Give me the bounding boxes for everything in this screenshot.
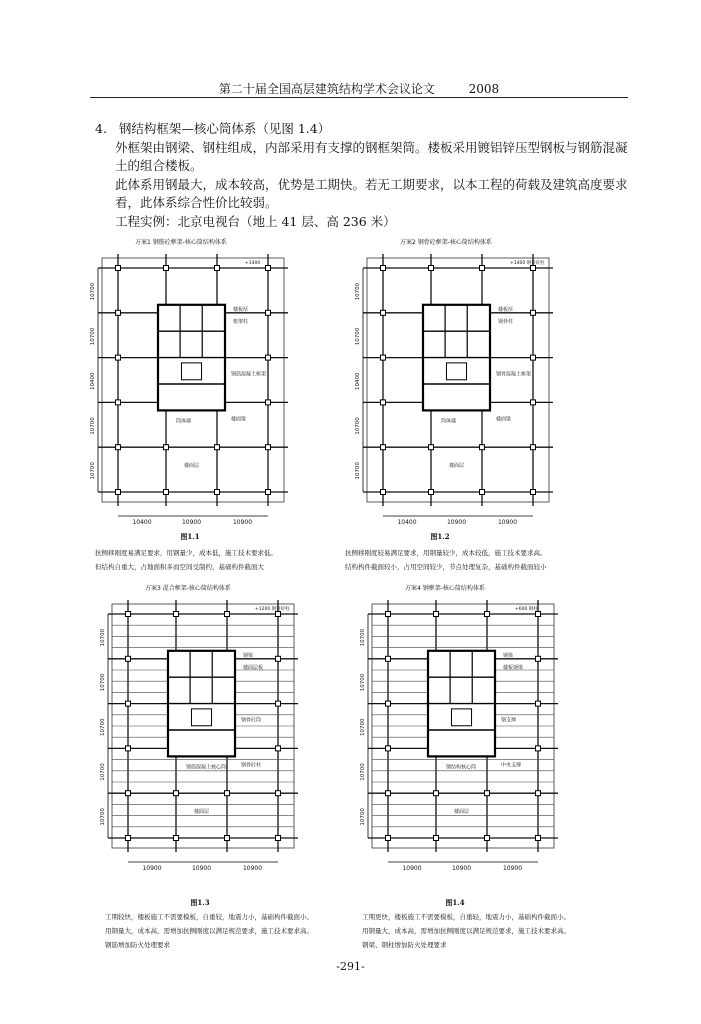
figure-2-note-1: 抗侧移刚度较易满足要求，用钢量较少，成本较低，施工技术要求高。 xyxy=(345,549,547,557)
plan-label: 楼面层 xyxy=(194,809,210,816)
dimension-label: 10900 xyxy=(242,865,263,872)
plan-label: 钢骨砼柱 xyxy=(241,762,262,769)
column xyxy=(434,836,439,841)
dimension-label: 10900 xyxy=(502,865,523,872)
dimension-label: 10700 xyxy=(360,628,366,647)
dimension-label: 10700 xyxy=(360,763,366,781)
plan-label: 钢梁 xyxy=(243,652,254,659)
column xyxy=(536,746,541,751)
floor-plan-drawing xyxy=(90,582,340,874)
dimension-label: 10700 xyxy=(100,673,106,692)
dimension-label: 10700 xyxy=(100,763,106,781)
column xyxy=(386,656,391,661)
figure-2-caption: 图1.2 xyxy=(430,532,450,541)
column xyxy=(116,400,121,405)
plan-label: 钢筋混凝土框架 xyxy=(231,371,267,378)
column xyxy=(174,791,179,796)
column xyxy=(531,355,536,360)
plan-label: +1400 xyxy=(245,261,261,266)
figure-title: 方案4 钢框架-核心筒结构体系 xyxy=(405,585,485,592)
figure-1 xyxy=(80,236,330,528)
floor-plan-drawing xyxy=(350,582,600,874)
column xyxy=(381,266,386,271)
plan-label: 钢骨混凝土框架 xyxy=(496,371,532,378)
column xyxy=(386,836,391,841)
column xyxy=(531,400,536,405)
plan-label: 钢骨砼筒 xyxy=(241,717,262,724)
dimension-label: 10700 xyxy=(90,417,96,435)
column xyxy=(381,400,386,405)
dimension-label: 10700 xyxy=(355,282,361,301)
column xyxy=(266,400,271,405)
dimension-label: 10900 xyxy=(402,865,422,872)
column xyxy=(215,445,220,450)
column xyxy=(276,656,281,661)
header-rule xyxy=(90,97,628,98)
plan-label: 框架柱 xyxy=(233,318,249,325)
figure-4-note-3: 钢梁、钢柱增加防火处理要求 xyxy=(362,941,447,949)
column xyxy=(381,355,386,360)
column xyxy=(116,355,121,360)
dimension-label: 10700 xyxy=(360,718,366,736)
column xyxy=(386,791,391,796)
column xyxy=(266,355,271,360)
column xyxy=(429,490,434,495)
section-heading xyxy=(95,120,655,139)
plan-label: 楼面梁 xyxy=(496,416,512,423)
column xyxy=(174,612,179,617)
section-body xyxy=(95,120,655,231)
plan-label: 楼面层 xyxy=(449,463,465,470)
floor-plan-drawing xyxy=(80,236,330,528)
plan-label: 钢支撑 xyxy=(501,717,517,724)
dimension-label: 10400 xyxy=(397,519,417,526)
figure-4 xyxy=(350,582,600,874)
column xyxy=(276,791,281,796)
paragraph-line: 土的组合楼板。 xyxy=(115,158,203,173)
figure-3-caption: 图1.3 xyxy=(190,898,210,907)
column xyxy=(215,490,220,495)
column xyxy=(531,310,536,315)
column xyxy=(531,445,536,450)
column xyxy=(266,445,271,450)
figure-3-note-1: 工期较快，楼板施工不需要模板，自重较，地震力小，基础构件截面小。 xyxy=(105,913,313,921)
column xyxy=(536,656,541,661)
column xyxy=(536,791,541,796)
column xyxy=(386,701,391,706)
dimension-label: 10700 xyxy=(100,808,106,826)
dimension-label: 10700 xyxy=(355,327,361,346)
plan-label: +1400 钢骨砼柱 xyxy=(510,261,545,266)
column xyxy=(485,791,490,796)
column xyxy=(485,612,490,617)
column xyxy=(116,490,121,495)
column xyxy=(480,266,485,271)
dimension-label: 10700 xyxy=(355,462,361,480)
column xyxy=(126,701,131,706)
figure-4-note-2: 用钢量大，成本高，需增加抗侧刚度以满足规范要求，施工技术要求高。 xyxy=(362,927,570,935)
column xyxy=(434,791,439,796)
column xyxy=(266,310,271,315)
figure-3-note-2: 用钢量大，成本高，需增加抗侧刚度以满足规范要求，施工技术要求高。 xyxy=(105,927,313,935)
plan-label: 楼面梁 xyxy=(231,416,247,423)
column xyxy=(276,612,281,617)
dimension-label: 10700 xyxy=(90,282,96,301)
plan-label: 楼面层 xyxy=(454,809,470,816)
column xyxy=(126,612,131,617)
column xyxy=(266,266,271,271)
plan-label: 楼面层板 xyxy=(243,664,264,671)
column xyxy=(164,490,169,495)
section-number: 4. xyxy=(95,121,107,136)
figure-2 xyxy=(345,236,595,528)
column xyxy=(266,490,271,495)
column xyxy=(536,612,541,617)
column xyxy=(164,445,169,450)
column xyxy=(126,656,131,661)
dimension-label: 10700 xyxy=(90,327,96,346)
column xyxy=(164,266,169,271)
column xyxy=(386,612,391,617)
column xyxy=(480,445,485,450)
dimension-label: 10400 xyxy=(90,372,96,390)
header-year: 2008 xyxy=(468,82,500,96)
floor-plan-drawing xyxy=(345,236,595,528)
column xyxy=(276,836,281,841)
plan-label: 中央支撑 xyxy=(501,762,522,769)
column xyxy=(126,836,131,841)
figure-3-note-3: 钢筋增加防火处理要求 xyxy=(105,941,170,949)
figure-title: 方案1 钢筋砼框架-核心筒结构体系 xyxy=(135,239,227,246)
column xyxy=(480,490,485,495)
figure-1-note-1: 抗侧移刚度易满足要求，用钢量少，成本低，施工技术要求低。 xyxy=(95,549,277,557)
column xyxy=(429,266,434,271)
column xyxy=(225,836,230,841)
paragraph-line: 此体系用钢最大，成本较高，优势是工期快。若无工期要求，以本工程的荷载及建筑高度要求 xyxy=(115,176,628,192)
column xyxy=(116,310,121,315)
plan-label: 楼板厚 xyxy=(233,306,249,313)
plan-label: 钢梁 xyxy=(503,652,514,659)
plan-label: 钢结构核心筒 xyxy=(446,764,477,771)
column xyxy=(434,612,439,617)
column xyxy=(276,746,281,751)
column xyxy=(126,791,131,796)
column xyxy=(531,490,536,495)
dimension-label: 10400 xyxy=(355,372,361,390)
figure-1-note-2: 但结构自重大，占地面积多而空间受制约，基础构件截面大 xyxy=(95,563,264,571)
column xyxy=(485,836,490,841)
paragraph-line: 外框架由钢梁、钢柱组成，内部采用有支撑的钢框架筒。楼板采用镀铝锌压型钢板与钢筋混凝 xyxy=(115,139,628,155)
column xyxy=(381,310,386,315)
dimension-label: 10400 xyxy=(132,519,152,526)
column xyxy=(225,791,230,796)
plan-label: 楼面层 xyxy=(184,463,200,470)
dimension-label: 10700 xyxy=(100,628,106,647)
plan-label: 筒体墙 xyxy=(441,418,457,425)
column xyxy=(429,445,434,450)
section-title: 钢结构框架—核心筒体系（见图 1.4） xyxy=(118,121,331,136)
dimension-label: 10700 xyxy=(100,718,106,736)
dimension-label: 10700 xyxy=(90,462,96,480)
plan-label: +600 钢柱 xyxy=(515,607,538,612)
figure-title: 方案3 混合框架-核心筒结构体系 xyxy=(145,585,231,592)
page-header xyxy=(90,80,628,96)
column xyxy=(174,836,179,841)
dimension-label: 10900 xyxy=(232,519,253,526)
dimension-label: 10900 xyxy=(191,865,212,872)
column xyxy=(381,445,386,450)
page-number: -291- xyxy=(336,960,365,973)
column xyxy=(225,612,230,617)
column xyxy=(276,701,281,706)
plan-label: 筒体墙 xyxy=(176,418,192,425)
plan-label: 楼板钢梁 xyxy=(503,664,524,671)
paragraph-line: 工程实例：北京电视台（地上 41 层、高 236 米） xyxy=(115,213,396,229)
dimension-label: 10700 xyxy=(355,417,361,435)
dimension-label: 10900 xyxy=(181,519,202,526)
figure-4-caption: 图1.4 xyxy=(445,898,465,907)
column xyxy=(386,746,391,751)
figure-4-note-1: 工期更快，楼板施工不需要模板，自重轻，地震力小，基础构件截面小。 xyxy=(362,913,570,921)
dimension-label: 10900 xyxy=(446,519,467,526)
plan-label: 钢筋混凝土核心筒 xyxy=(186,764,227,771)
column xyxy=(536,701,541,706)
column xyxy=(215,266,220,271)
paragraph-line: 看，此体系综合性价比较弱。 xyxy=(115,195,278,210)
figure-title: 方案2 钢骨砼框架-核心筒结构体系 xyxy=(400,239,492,246)
dimension-label: 10700 xyxy=(360,673,366,692)
dimension-label: 10700 xyxy=(360,808,366,826)
column xyxy=(126,746,131,751)
column xyxy=(116,445,121,450)
figure-2-note-2: 结构构件截面较小，占用空间较少，节点处理复杂，基础构件截面较小 xyxy=(345,563,547,571)
column xyxy=(381,490,386,495)
dimension-label: 10900 xyxy=(142,865,162,872)
column xyxy=(536,836,541,841)
figure-1-caption: 图1.1 xyxy=(180,532,200,541)
header-title: 第二十届全国高层建筑结构学术会议论文 xyxy=(218,82,435,96)
plan-label: +1200 钢骨砼柱 xyxy=(255,607,290,612)
dimension-label: 10900 xyxy=(451,865,472,872)
column xyxy=(531,266,536,271)
dimension-label: 10900 xyxy=(497,519,518,526)
plan-label: 钢骨柱 xyxy=(498,318,514,325)
plan-label: 楼板厚 xyxy=(498,306,514,313)
figure-3 xyxy=(90,582,340,874)
column xyxy=(116,266,121,271)
